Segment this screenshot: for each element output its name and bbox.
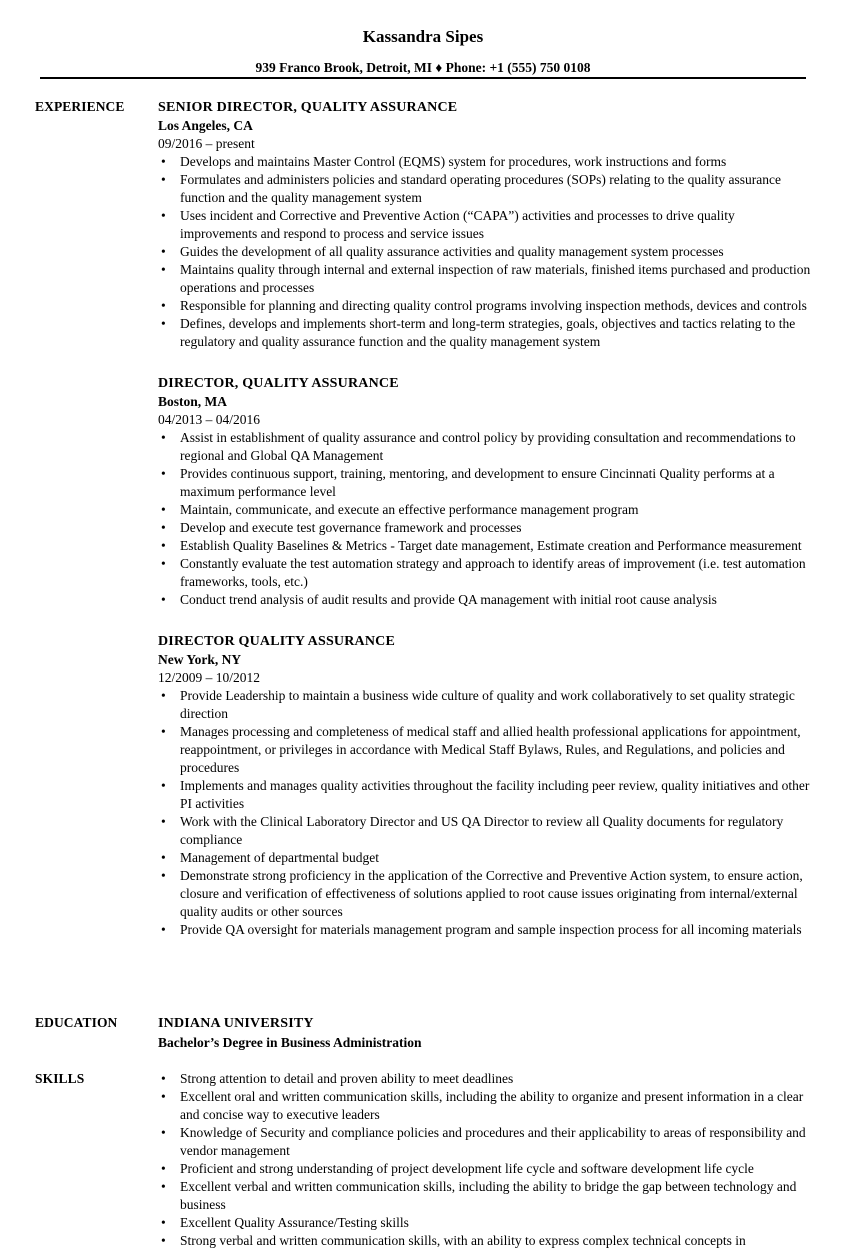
- bullet-item: • Conduct trend analysis of audit results and provide QA management with initial root cause analysis: [158, 591, 813, 609]
- bullet-item: • Provide QA oversight for materials management program and sample inspection process for all incoming materials: [158, 921, 813, 939]
- job-dates: 09/2016 – present: [158, 136, 255, 151]
- school-name: INDIANA UNIVERSITY: [158, 1016, 314, 1031]
- job-title: DIRECTOR QUALITY ASSURANCE: [158, 634, 396, 649]
- header-divider: [40, 77, 806, 79]
- job-bullets: [158, 687, 813, 939]
- bullet-item: • Guides the development of all quality assurance activities and quality management system processes: [158, 243, 813, 261]
- job-entry: [158, 633, 813, 939]
- bullet-item: • Defines, develops and implements short-term and long-term strategies, goals, objectives and tactics relating to the regulatory and quality assurance function and the quality management system: [158, 315, 813, 351]
- bullet-item: • Implements and manages quality activities throughout the facility including peer review, quality initiatives and other PI activities: [158, 777, 813, 813]
- bullet-item: • Manages processing and completeness of medical staff and allied health professional applications for appointment, reappointment, or privileges in accordance with Medical Staff Bylaws, Rules, and Regulations, and policies and procedures: [158, 723, 813, 777]
- education-heading: EDUCATION: [35, 1015, 118, 1030]
- bullet-item: • Constantly evaluate the test automation strategy and approach to identify areas of improvement (i.e. test automation frameworks, tools, etc.): [158, 555, 813, 591]
- skill-item: • Excellent oral and written communication skills, including the ability to organize and present information in a clear and concise way to executive leaders: [158, 1088, 813, 1124]
- bullet-item: • Maintain, communicate, and execute an effective performance management program: [158, 501, 813, 519]
- bullet-item: • Formulates and administers policies and standard operating procedures (SOPs) relating to the quality assurance function and the quality management system: [158, 171, 813, 207]
- contact-line: 939 Franco Brook, Detroit, MI ♦ Phone: +1 (555) 750 0108: [255, 60, 591, 75]
- bullet-item: • Establish Quality Baselines & Metrics - Target date management, Estimate creation and Performance measurement: [158, 537, 813, 555]
- job-title: SENIOR DIRECTOR, QUALITY ASSURANCE: [158, 100, 458, 115]
- skills-heading: SKILLS: [35, 1071, 85, 1086]
- job-location: Los Angeles, CA: [158, 118, 253, 133]
- skills-list: [158, 1070, 813, 1250]
- degree: Bachelor’s Degree in Business Administration: [158, 1035, 422, 1050]
- job-entry: [158, 375, 813, 609]
- skill-item: • Strong attention to detail and proven ability to meet deadlines: [158, 1070, 813, 1088]
- job-dates: 12/2009 – 10/2012: [158, 670, 261, 685]
- bullet-item: • Work with the Clinical Laboratory Director and US QA Director to review all Quality documents for regulatory compliance: [158, 813, 813, 849]
- bullet-item: • Management of departmental budget: [158, 849, 813, 867]
- bullet-item: • Responsible for planning and directing quality control programs involving inspection methods, devices and controls: [158, 297, 813, 315]
- skill-item: • Excellent Quality Assurance/Testing skills: [158, 1214, 813, 1232]
- skill-item: • Knowledge of Security and compliance policies and procedures and their applicability to areas of responsibility and vendor management: [158, 1124, 813, 1160]
- skill-item: • Strong verbal and written communication skills, with an ability to express complex technical concepts in: [158, 1232, 813, 1250]
- experience-list: [158, 99, 813, 963]
- bullet-item: • Demonstrate strong proficiency in the application of the Corrective and Preventive Action system, to ensure action, closure and verification of effectiveness of solutions applied to root cause issues originating from internal/external quality audits or other sources: [158, 867, 813, 921]
- bullet-item: • Uses incident and Corrective and Preventive Action (“CAPA”) activities and processes to drive quality improvements and respond to process and service issues: [158, 207, 813, 243]
- bullet-item: • Develops and maintains Master Control (EQMS) system for procedures, work instructions and forms: [158, 153, 813, 171]
- bullet-item: • Maintains quality through internal and external inspection of raw materials, finished items purchased and production operations and processes: [158, 261, 813, 297]
- job-location: New York, NY: [158, 652, 242, 667]
- job-title: DIRECTOR, QUALITY ASSURANCE: [158, 376, 399, 391]
- job-bullets: [158, 153, 813, 351]
- job-bullets: [158, 429, 813, 609]
- experience-heading: EXPERIENCE: [35, 99, 125, 114]
- bullet-item: • Provide Leadership to maintain a business wide culture of quality and work collaboratively to set quality strategic direction: [158, 687, 813, 723]
- skill-item: • Proficient and strong understanding of project development life cycle and software development life cycle: [158, 1160, 813, 1178]
- skills-bullets: [158, 1070, 813, 1250]
- job-entry: [158, 99, 813, 351]
- job-dates: 04/2013 – 04/2016: [158, 412, 261, 427]
- candidate-name: Kassandra Sipes: [362, 27, 484, 46]
- education-entry: [158, 1015, 813, 1052]
- skill-item: • Excellent verbal and written communication skills, including the ability to bridge the gap between technology and business: [158, 1178, 813, 1214]
- bullet-item: • Provides continuous support, training, mentoring, and development to ensure Cincinnati Quality performs at a maximum performance level: [158, 465, 813, 501]
- bullet-item: • Assist in establishment of quality assurance and control policy by providing consultation and recommendations to regional and Global QA Management: [158, 429, 813, 465]
- job-location: Boston, MA: [158, 394, 228, 409]
- bullet-item: • Develop and execute test governance framework and processes: [158, 519, 813, 537]
